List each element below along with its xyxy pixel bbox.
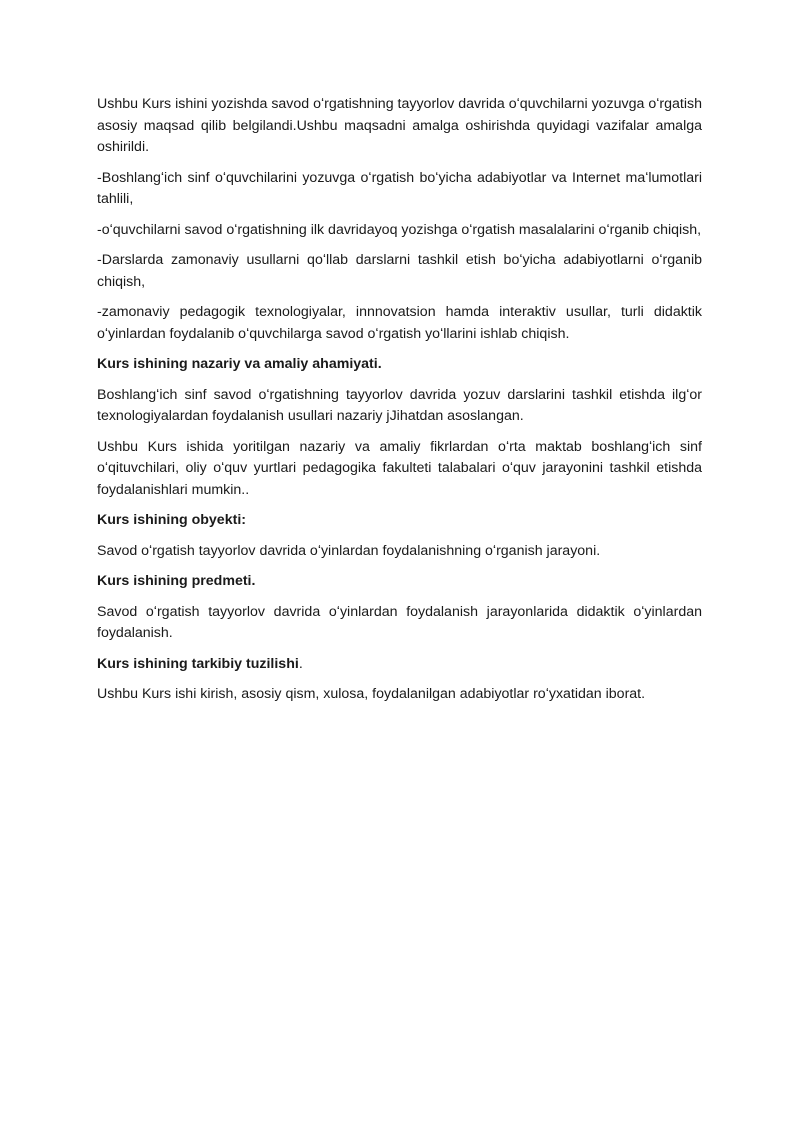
subject-paragraph: Savod oʻrgatish tayyorlov davrida oʻyinlardan foydalanish jarayonlarida didaktik oʻyinlardan foydalanish.	[97, 603, 702, 641]
subject-heading: Kurs ishining predmeti.	[97, 573, 256, 589]
structure-heading-line	[97, 654, 702, 676]
object-heading: Kurs ishining obyekti:	[97, 512, 246, 528]
task-item: -Darslarda zamonaviy usullarni qoʻllab darslarni tashkil etish boʻyicha adabiyotlarni oʻrganib chiqish,	[97, 252, 702, 290]
structure-heading-period: .	[298, 655, 303, 672]
significance-paragraph-2: Ushbu Kurs ishida yoritilgan nazariy va amaliy fikrlardan oʻrta maktab boshlangʻich sinf oʻqituvchilari, oliy oʻquv yurtlari pedagogika fakulteti talabalari oʻquv jarayonini tashkil etishda foydalanishlari mumkin..	[97, 438, 702, 498]
significance-paragraph-1: Boshlangʻich sinf savod oʻrgatishning tayyorlov davrida yozuv darslarini tashkil etishda ilgʻor texnologiyalardan foydalanish usullari nazariy jJihatdan asoslangan.	[97, 386, 702, 424]
document-page	[97, 94, 702, 715]
task-item: -zamonaviy pedagogik texnologiyalar, innnovatsion hamda interaktiv usullar, turli didaktik oʻyinlardan foydalanib oʻquvchilarga savod oʻrgatish yoʻllarini ishlab chiqish.	[97, 304, 702, 342]
object-paragraph: Savod oʻrgatish tayyorlov davrida oʻyinlardan foydalanishning oʻrganish jarayoni.	[97, 542, 601, 559]
structure-paragraph: Ushbu Kurs ishi kirish, asosiy qism, xulosa, foydalanilgan adabiyotlar roʻyxatidan iborat.	[97, 686, 646, 702]
task-item: -Boshlangʻich sinf oʻquvchilarini yozuvga oʻrgatish boʻyicha adabiyotlar va Internet maʻlumotlari tahlili,	[97, 169, 702, 207]
significance-heading: Kurs ishining nazariy va amaliy ahamiyati.	[97, 356, 382, 372]
task-item: -oʻquvchilarni savod oʻrgatishning ilk davridayoq yozishga oʻrgatish masalalarini oʻrganib chiqish,	[97, 221, 702, 238]
intro-paragraph: Ushbu Kurs ishini yozishda savod oʻrgatishning tayyorlov davrida oʻquvchilarni yozuvga oʻrgatish asosiy maqsad qilib belgilandi.Ushbu maqsadni amalga oshirishda quyidagi vazifalar amalga oshirildi.	[97, 96, 702, 155]
structure-heading: Kurs ishining tarkibiy tuzilishi	[97, 655, 299, 672]
